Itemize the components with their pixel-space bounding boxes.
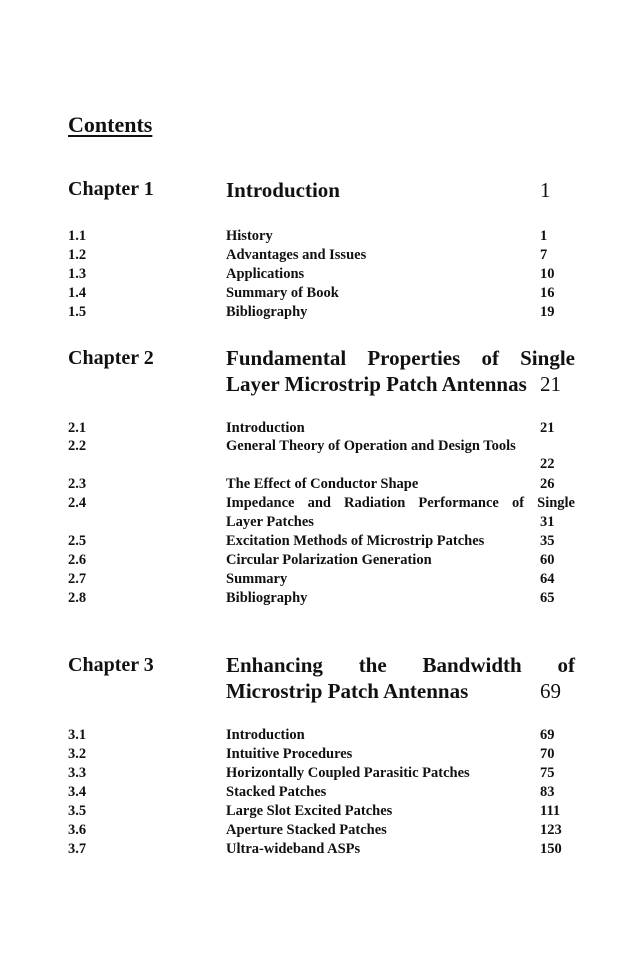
chapter-2-page: 21 — [540, 372, 561, 396]
section-page: 19 — [540, 304, 555, 320]
title-word: Radiation — [344, 495, 406, 511]
section-title: Introduction — [226, 727, 305, 743]
section-title: Aperture Stacked Patches — [226, 822, 387, 838]
title-word: Single — [520, 346, 575, 370]
title-word: and — [307, 495, 331, 511]
section-title: Large Slot Excited Patches — [226, 803, 393, 819]
chapter-1-label: Chapter 1 — [68, 178, 154, 200]
page-heading: Contents — [68, 112, 153, 137]
section-title: Advantages and Issues — [226, 247, 367, 263]
section-number: 1.1 — [68, 228, 87, 244]
section-page: 22 — [540, 456, 555, 472]
title-word: Properties — [367, 346, 461, 370]
section-title-line-1 — [226, 495, 575, 512]
section-title: Stacked Patches — [226, 784, 327, 800]
section-page: 60 — [540, 552, 555, 568]
title-word: of — [557, 653, 575, 677]
section-page: 75 — [540, 765, 555, 781]
chapter-2-title-line-2: Layer Microstrip Patch Antennas — [226, 372, 527, 396]
section-number: 2.3 — [68, 476, 87, 492]
title-word: Bandwidth — [422, 653, 522, 677]
section-page: 150 — [540, 841, 562, 857]
section-page: 7 — [540, 247, 548, 263]
section-number: 1.4 — [68, 285, 87, 301]
title-word: Single — [537, 495, 575, 511]
section-number: 2.6 — [68, 552, 87, 568]
section-page: 35 — [540, 533, 555, 549]
section-page: 69 — [540, 727, 555, 743]
section-title: Bibliography — [226, 590, 308, 606]
section-number: 3.2 — [68, 746, 87, 762]
section-page: 70 — [540, 746, 555, 762]
title-word: the — [358, 653, 387, 677]
section-page: 10 — [540, 266, 555, 282]
chapter-3-title-line-1 — [226, 653, 575, 678]
section-title: General Theory of Operation and Design Tools — [226, 438, 516, 454]
section-title: Horizontally Coupled Parasitic Patches — [226, 765, 470, 781]
title-word: Performance — [418, 495, 499, 511]
section-title: Applications — [226, 266, 305, 282]
section-title: The Effect of Conductor Shape — [226, 476, 419, 492]
section-title: Bibliography — [226, 304, 308, 320]
chapter-1-page: 1 — [540, 178, 551, 202]
section-number: 1.5 — [68, 304, 87, 320]
section-page: 21 — [540, 420, 555, 436]
section-number: 1.2 — [68, 247, 87, 263]
section-number: 3.6 — [68, 822, 87, 838]
section-number: 2.2 — [68, 438, 87, 454]
title-word: Enhancing — [226, 653, 323, 677]
section-number: 1.3 — [68, 266, 87, 282]
section-number: 2.5 — [68, 533, 87, 549]
section-number: 2.4 — [68, 495, 87, 511]
section-number: 2.8 — [68, 590, 87, 606]
section-page: 83 — [540, 784, 555, 800]
section-title: Summary of Book — [226, 285, 339, 301]
section-number: 2.7 — [68, 571, 87, 587]
section-title: Circular Polarization Generation — [226, 552, 432, 568]
chapter-2-label: Chapter 2 — [68, 347, 154, 369]
section-page: 16 — [540, 285, 555, 301]
section-number: 3.5 — [68, 803, 87, 819]
section-page: 31 — [540, 514, 555, 530]
section-number: 3.1 — [68, 727, 87, 743]
section-page: 26 — [540, 476, 555, 492]
section-number: 3.4 — [68, 784, 87, 800]
section-title: History — [226, 228, 273, 244]
chapter-1-title: Introduction — [226, 178, 340, 202]
title-word: Fundamental — [226, 346, 347, 370]
title-word: of — [481, 346, 499, 370]
section-title: Excitation Methods of Microstrip Patches — [226, 533, 485, 549]
section-page: 1 — [540, 228, 548, 244]
section-title: Intuitive Procedures — [226, 746, 353, 762]
section-title: Ultra-wideband ASPs — [226, 841, 361, 857]
section-page: 64 — [540, 571, 555, 587]
chapter-3-title-line-2: Microstrip Patch Antennas — [226, 679, 469, 703]
section-number: 3.7 — [68, 841, 87, 857]
section-number: 3.3 — [68, 765, 87, 781]
section-title: Summary — [226, 571, 288, 587]
chapter-3-label: Chapter 3 — [68, 654, 154, 676]
title-word: Impedance — [226, 495, 295, 511]
title-word: of — [511, 495, 525, 511]
chapter-3-page: 69 — [540, 679, 561, 703]
section-title: Introduction — [226, 420, 305, 436]
chapter-2-title-line-1 — [226, 346, 575, 371]
section-title-line-2: Layer Patches — [226, 514, 314, 530]
section-page: 111 — [540, 803, 561, 819]
section-page: 65 — [540, 590, 555, 606]
section-number: 2.1 — [68, 420, 87, 436]
section-page: 123 — [540, 822, 562, 838]
